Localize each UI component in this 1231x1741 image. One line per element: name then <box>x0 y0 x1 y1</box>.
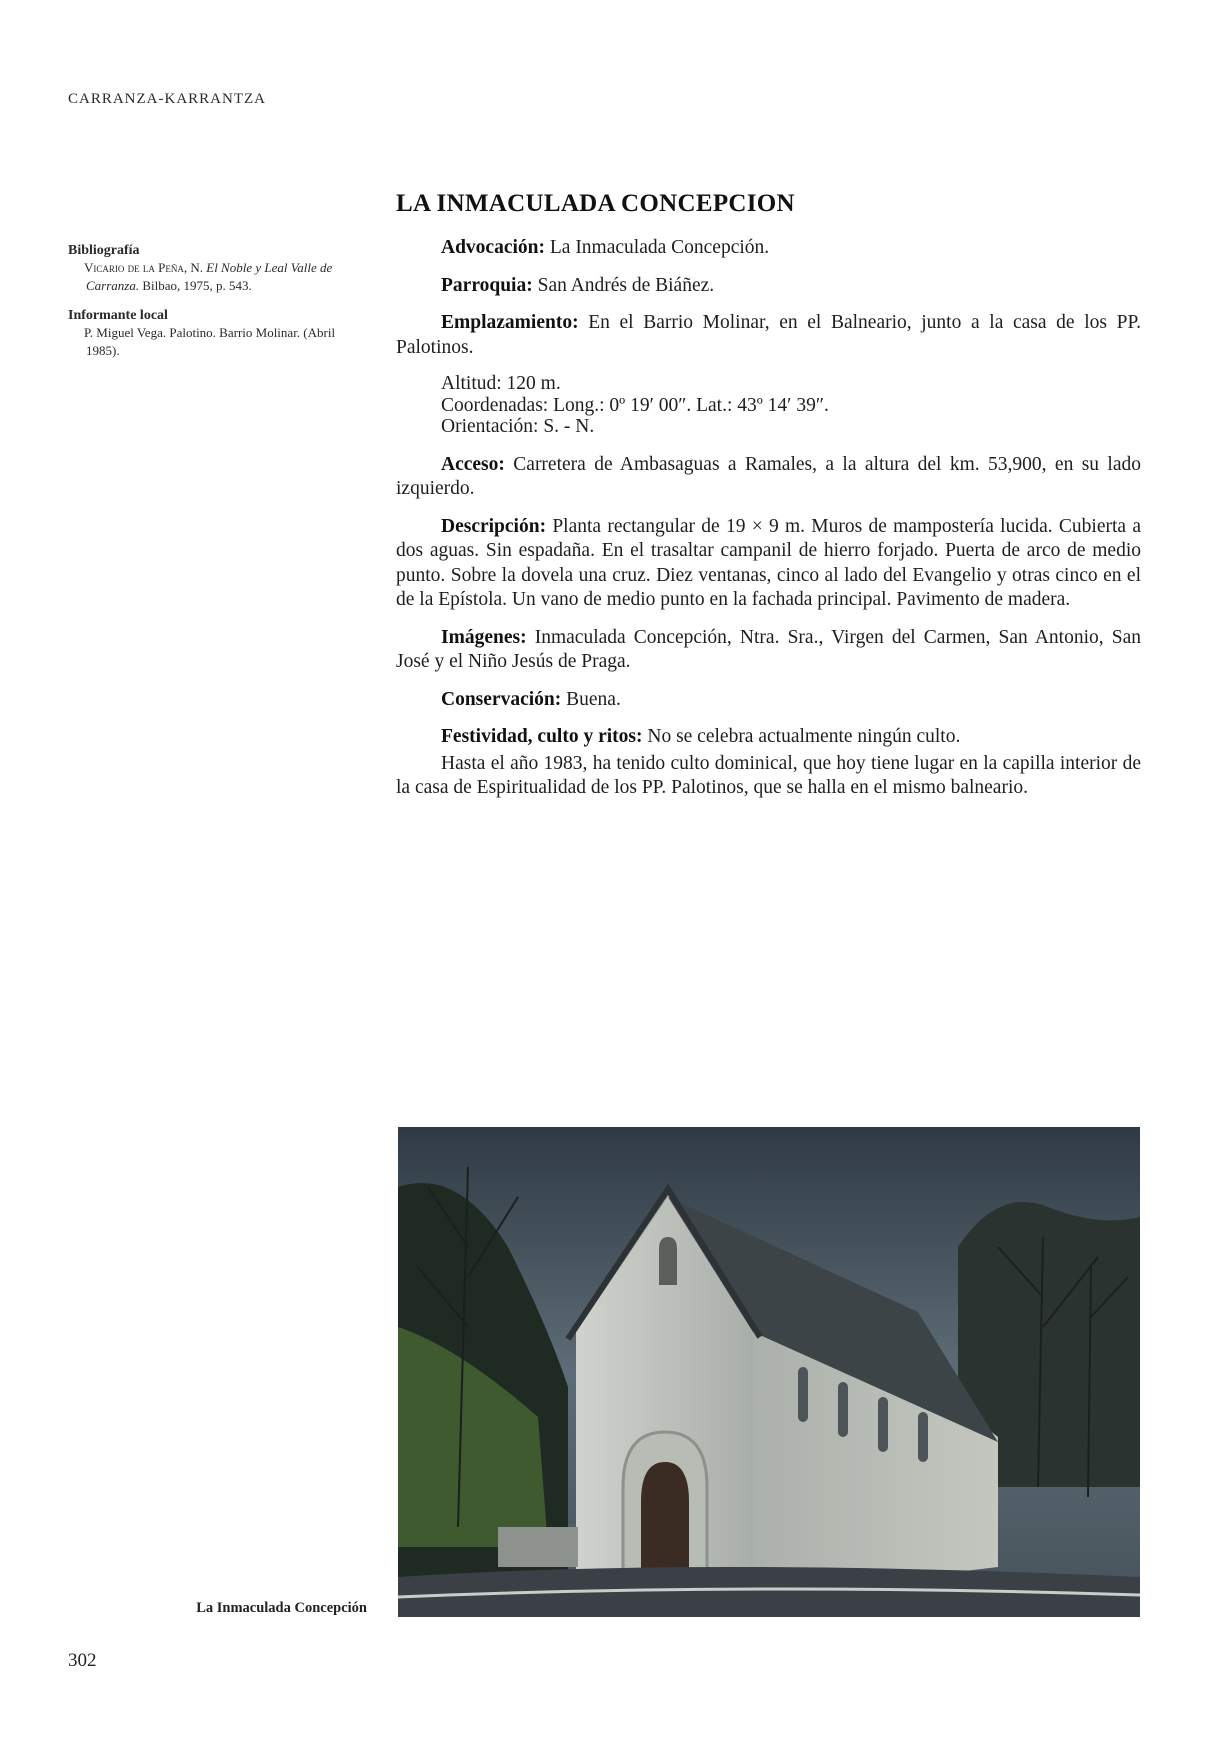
informant-title: Informante local <box>68 308 168 323</box>
acceso-field <box>396 453 1141 502</box>
page-title: LA INMACULADA CONCEPCION <box>396 190 795 217</box>
sidebar <box>68 242 368 372</box>
descripcion-field <box>396 515 1141 613</box>
advocacion-value: La Inmaculada Concepción. <box>549 237 770 258</box>
orientacion-line: Orientación: S. - N. <box>441 416 595 437</box>
photo-caption: La Inmaculada Concepción <box>196 1600 367 1616</box>
festividad-continued: Hasta el año 1983, ha tenido culto dominical, que hoy tiene lugar en la capilla interior de la casa de Espiritualidad de los PP. Palotinos, que se halla en el mismo balneario. <box>396 752 1141 798</box>
imagenes-label: Imágenes: <box>441 626 527 648</box>
parroquia-field <box>396 274 1141 299</box>
parroquia-label: Parroquia: <box>441 274 533 296</box>
location-block <box>396 373 1141 438</box>
descripcion-label: Descripción: <box>441 515 547 537</box>
bibliography-author: Vicario de la Peña, N. <box>84 260 203 275</box>
bibliography-entry <box>68 259 368 295</box>
coordenadas-line: Coordenadas: Long.: 0º 19′ 00″. Lat.: 43º 14′ 39″. <box>441 394 829 416</box>
page-number: 302 <box>68 1650 97 1671</box>
festividad-label: Festividad, culto y ritos: <box>441 726 643 747</box>
acceso-label: Acceso: <box>441 453 505 475</box>
chapel-photo <box>398 1127 1140 1617</box>
conservacion-label: Conservación: <box>441 688 562 710</box>
festividad-value: No se celebra actualmente ningún culto. <box>647 726 961 747</box>
descripcion-value: Planta rectangular de 19 × 9 m. Muros de mampostería lucida. Cubierta a dos aguas. Sin espadaña. En el trasaltar campanil de hierro forjado. Puerta de arco de medio punto. Sobre la dovela una cruz. Diez ventanas, cinco al lado del Evangelio y otras cinco en el de la Epístola. Un vano de medio punto en la fachada principal. Pavimento de madera. <box>396 515 1141 610</box>
main-content <box>396 190 1141 814</box>
bibliography-details: Bilbao, 1975, p. 543. <box>142 278 252 293</box>
chapel-photo-illustration <box>398 1127 1140 1617</box>
advocacion-label: Advocación: <box>441 237 545 258</box>
bibliography-work: El Noble y Leal Valle de Carranza. <box>86 260 333 293</box>
parroquia-value: San Andrés de Biáñez. <box>537 274 715 296</box>
bibliography-title: Bibliografía <box>68 243 140 258</box>
informant-block <box>68 307 368 360</box>
conservacion-field <box>396 688 1141 713</box>
imagenes-value: Inmaculada Concepción, Ntra. Sra., Virgen del Carmen, San Antonio, San José y el Niño Jesús de Praga. <box>396 626 1142 672</box>
running-header: CARRANZA-KARRANTZA <box>68 91 266 107</box>
advocacion-field <box>396 236 1141 261</box>
festividad-field <box>396 725 1141 750</box>
emplazamiento-field <box>396 311 1141 360</box>
conservacion-value: Buena. <box>566 688 621 710</box>
emplazamiento-value: En el Barrio Molinar, en el Balneario, junto a la casa de los PP. Palotinos. <box>396 312 1141 358</box>
altitud-line: Altitud: 120 m. <box>441 373 561 394</box>
bibliography-block <box>68 242 368 295</box>
informant-text: P. Miguel Vega. Palotino. Barrio Molinar. (Abril 1985). <box>84 325 336 358</box>
imagenes-field <box>396 626 1141 675</box>
emplazamiento-label: Emplazamiento: <box>441 312 579 333</box>
acceso-value: Carretera de Ambasaguas a Ramales, a la altura del km. 53,900, en su lado izquierdo. <box>396 453 1141 499</box>
